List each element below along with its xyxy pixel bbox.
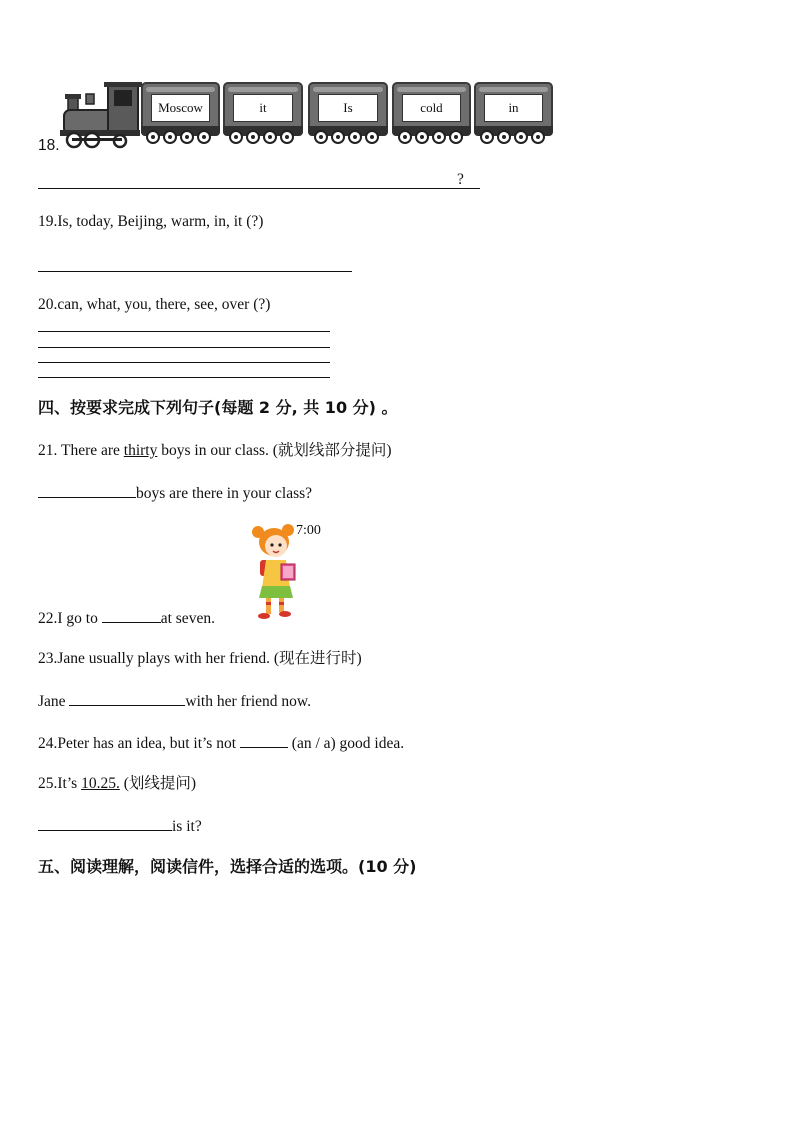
train-car-3: [308, 82, 388, 136]
q24-before: 24.Peter has an idea, but it’s not: [38, 735, 240, 752]
q20-answer-line[interactable]: [38, 347, 330, 348]
section-4-title: 四、按要求完成下列句子(每题 2 分, 共 10 分) 。: [38, 398, 398, 417]
q23-answer: [38, 690, 311, 712]
train-car-label: cold: [402, 94, 461, 122]
train-car-label: in: [484, 94, 543, 122]
locomotive-icon: [60, 80, 142, 150]
q25-blank[interactable]: [38, 815, 172, 831]
question-23: 23.Jane usually plays with her friend. (现在进行时): [38, 650, 362, 667]
q23-answer-start: Jane: [38, 693, 70, 710]
q20-answer-line[interactable]: [38, 331, 330, 332]
q24-after: (an / a) good idea.: [287, 735, 405, 752]
car-wheels: [314, 130, 379, 146]
q20-answer-line[interactable]: [38, 377, 330, 378]
question-25: [38, 774, 196, 794]
q25-answer-rest: is it?: [172, 818, 202, 835]
q21-prefix: 21. There are: [38, 442, 124, 459]
question-24: [38, 732, 404, 754]
car-wheels: [229, 130, 294, 146]
train-car-label: it: [233, 94, 293, 122]
q21-suffix: boys in our class. (就划线部分提问): [157, 442, 392, 459]
section-5-title: 五、阅读理解，阅读信件，选择合适的选项。(10 分): [38, 857, 417, 876]
question-22: [38, 607, 215, 629]
q25-answer: [38, 815, 202, 837]
train-car-label: Moscow: [151, 94, 210, 122]
q22-after: at seven.: [160, 610, 215, 627]
q22-before: 22.I go to: [38, 610, 102, 627]
q23-answer-rest: with her friend now.: [185, 693, 311, 710]
q21-answer-rest: boys are there in your class?: [136, 485, 313, 502]
car-wheels: [480, 130, 545, 146]
q25-underlined: 10.25.: [81, 775, 120, 792]
question-18-number: 18.: [38, 137, 60, 154]
question-19: 19.Is, today, Beijing, warm, in, it (?): [38, 213, 264, 230]
q23-blank[interactable]: [69, 690, 185, 706]
q25-suffix: (划线提问): [119, 775, 197, 792]
q20-answer-line[interactable]: [38, 362, 330, 363]
car-wheels: [146, 130, 211, 146]
train-car-5: [474, 82, 553, 136]
q25-prefix: 25.It’s: [38, 775, 82, 792]
train-car-4: [392, 82, 471, 136]
train-car-label: Is: [318, 94, 378, 122]
train-car-2: [223, 82, 303, 136]
car-wheels: [398, 130, 463, 146]
q19-answer-line[interactable]: [38, 271, 352, 272]
q21-blank[interactable]: [38, 482, 136, 498]
q21-answer: [38, 482, 312, 504]
q18-question-mark: ?: [457, 171, 464, 188]
q22-blank[interactable]: [102, 607, 161, 623]
q24-blank[interactable]: [240, 732, 288, 748]
q18-answer-line[interactable]: [38, 188, 480, 189]
girl-with-books-icon: [250, 522, 302, 622]
question-20: 20.can, what, you, there, see, over (?): [38, 296, 271, 313]
q22-clock-time: 7:00: [296, 523, 321, 538]
train-car-1: [141, 82, 220, 136]
q21-underlined: thirty: [123, 442, 158, 459]
question-21: [38, 441, 392, 461]
